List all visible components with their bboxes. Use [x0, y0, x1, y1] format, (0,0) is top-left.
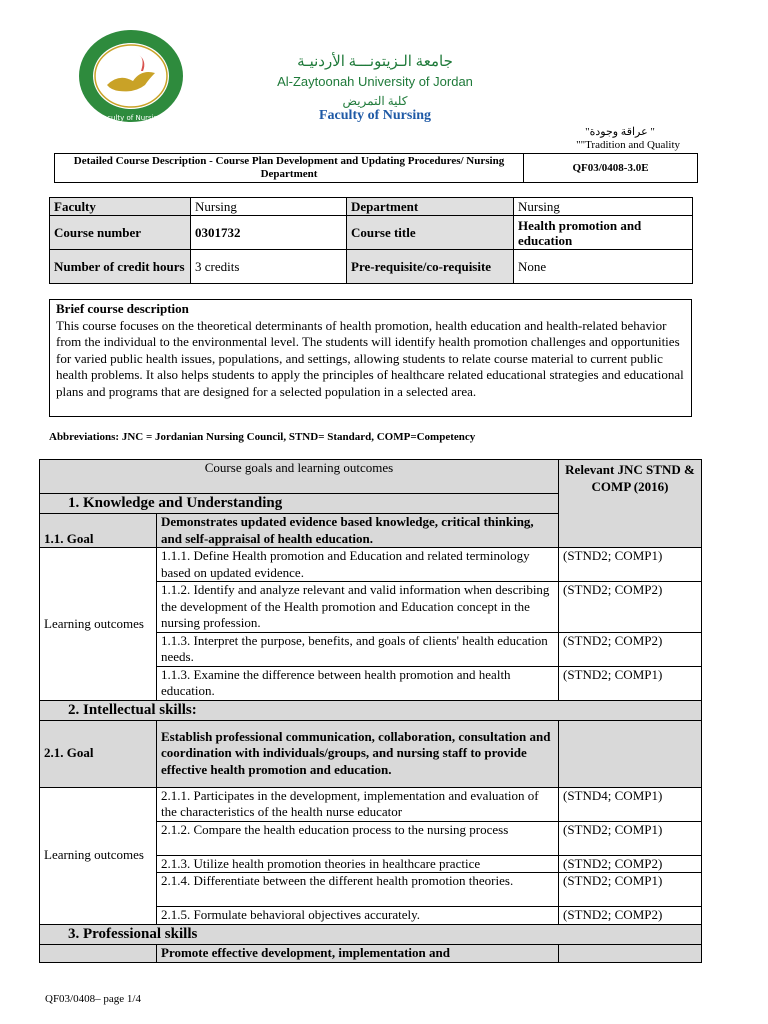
outcome-2-1-1: 2.1.1. Participates in the development, implementation and evaluation of the characteristics of the health nurse educator: [157, 787, 559, 821]
university-name-english: Al-Zaytoonah University of Jordan: [277, 74, 473, 89]
learning-outcomes-label-2: Learning outcomes: [40, 787, 157, 924]
outcome-2-1-4: 2.1.4. Differentiate between the different health promotion theories.: [157, 873, 559, 907]
learning-outcomes-label-1: Learning outcomes: [40, 548, 157, 701]
outcome-ref-1-1-1: (STND2; COMP1): [559, 548, 702, 582]
faculty-value: Nursing: [191, 198, 347, 216]
outcome-ref-1-1-4: (STND2; COMP1): [559, 666, 702, 700]
section-title-professional: 3. Professional skills: [40, 924, 702, 944]
document-header-table: [54, 153, 698, 183]
outcome-ref-2-1-2: (STND2; COMP1): [559, 821, 702, 855]
outcome-ref-2-1-1: (STND4; COMP1): [559, 787, 702, 821]
section-title-intellectual: 2. Intellectual skills:: [40, 700, 702, 720]
outcome-ref-2-1-4: (STND2; COMP1): [559, 873, 702, 907]
outcome-2-1-5: 2.1.5. Formulate behavioral objectives accurately.: [157, 907, 559, 925]
motto-arabic: "عراقة وجودة ": [585, 126, 655, 138]
brief-description-title: Brief course description: [56, 301, 189, 316]
faculty-label: Faculty: [50, 198, 191, 216]
prerequisite-label: Pre-requisite/co-requisite: [347, 250, 514, 284]
course-title-value: Health promotion and education: [514, 216, 693, 250]
department-label: Department: [347, 198, 514, 216]
credit-hours-value: 3 credits: [191, 250, 347, 284]
goal-label-2: 2.1. Goal: [40, 720, 157, 787]
outcome-1-1-1: 1.1.1. Define Health promotion and Education and related terminology based on updated evidence.: [157, 548, 559, 582]
brief-description-text: This course focuses on the theoretical determinants of health promotion, health education and health-related behavior from the individual to the environmental level. The students will identify health promotion challenges and opportunities for varied public health issues, populations, and settings, allowing students to relate course material to current public health problems. It also helps students to apply the principles of healthcare related educational strategies and educational plans and programs that are designed for a selected population in a selected area.: [56, 317, 684, 399]
goal-ref-3: [559, 944, 702, 962]
department-value: Nursing: [514, 198, 693, 216]
goal-label-3: [40, 944, 157, 962]
outcome-1-1-4: 1.1.3. Examine the difference between health promotion and health education.: [157, 666, 559, 700]
faculty-name-english: Faculty of Nursing: [319, 108, 431, 123]
document-code: QF03/0408-3.0E: [524, 154, 698, 183]
section-title-knowledge: 1. Knowledge and Understanding: [40, 494, 559, 514]
outcome-ref-1-1-2: (STND2; COMP2): [559, 582, 702, 633]
goals-column-header: Course goals and learning outcomes: [40, 460, 559, 494]
logo-caption: Faculty of Nursing: [99, 114, 163, 122]
university-name-arabic: جامعة الـزيتونـــة الأردنيـة: [297, 54, 453, 70]
outcome-1-1-2: 1.1.2. Identify and analyze relevant and valid information when describing the development of the Health promotion and Education concept in the nursing profession.: [157, 582, 559, 633]
outcome-2-1-3: 2.1.3. Utilize health promotion theories in healthcare practice: [157, 855, 559, 873]
university-logo: [75, 27, 187, 125]
goal-text-3: Promote effective development, implementation and: [157, 944, 559, 962]
prerequisite-value: None: [514, 250, 693, 284]
credit-hours-label: Number of credit hours: [50, 250, 191, 284]
brief-description-box: [49, 299, 692, 417]
goal-text-2: Establish professional communication, collaboration, consultation and coordination with individuals/groups, and nursing staff to provide effective health promotion and education.: [157, 720, 559, 787]
course-info-table: [49, 197, 693, 284]
outcome-ref-2-1-5: (STND2; COMP2): [559, 907, 702, 925]
page-footer: QF03/0408– page 1/4: [45, 993, 141, 1005]
jnc-column-header: Relevant JNC STND & COMP (2016): [559, 460, 702, 548]
course-title-label: Course title: [347, 216, 514, 250]
outcome-ref-2-1-3: (STND2; COMP2): [559, 855, 702, 873]
goal-label-1: 1.1. Goal: [40, 514, 157, 548]
faculty-name-arabic: كلية التمريض: [342, 94, 408, 108]
goal-text-1: Demonstrates updated evidence based knowledge, critical thinking, and self-appraisal of health education.: [157, 514, 559, 548]
document-title: Detailed Course Description - Course Plan Development and Updating Procedures/ Nursing Department: [55, 154, 524, 183]
outcome-1-1-3: 1.1.3. Interpret the purpose, benefits, and goals of clients' health education needs.: [157, 632, 559, 666]
course-number-label: Course number: [50, 216, 191, 250]
motto-english: ""Tradition and Quality: [576, 139, 680, 151]
course-number-value: 0301732: [191, 216, 347, 250]
goal-ref-2: [559, 720, 702, 787]
goals-outcomes-table: [39, 459, 702, 963]
outcome-ref-1-1-3: (STND2; COMP2): [559, 632, 702, 666]
abbreviations-note: Abbreviations: JNC = Jordanian Nursing Council, STND= Standard, COMP=Competency: [49, 431, 476, 443]
outcome-2-1-2: 2.1.2. Compare the health education process to the nursing process: [157, 821, 559, 855]
